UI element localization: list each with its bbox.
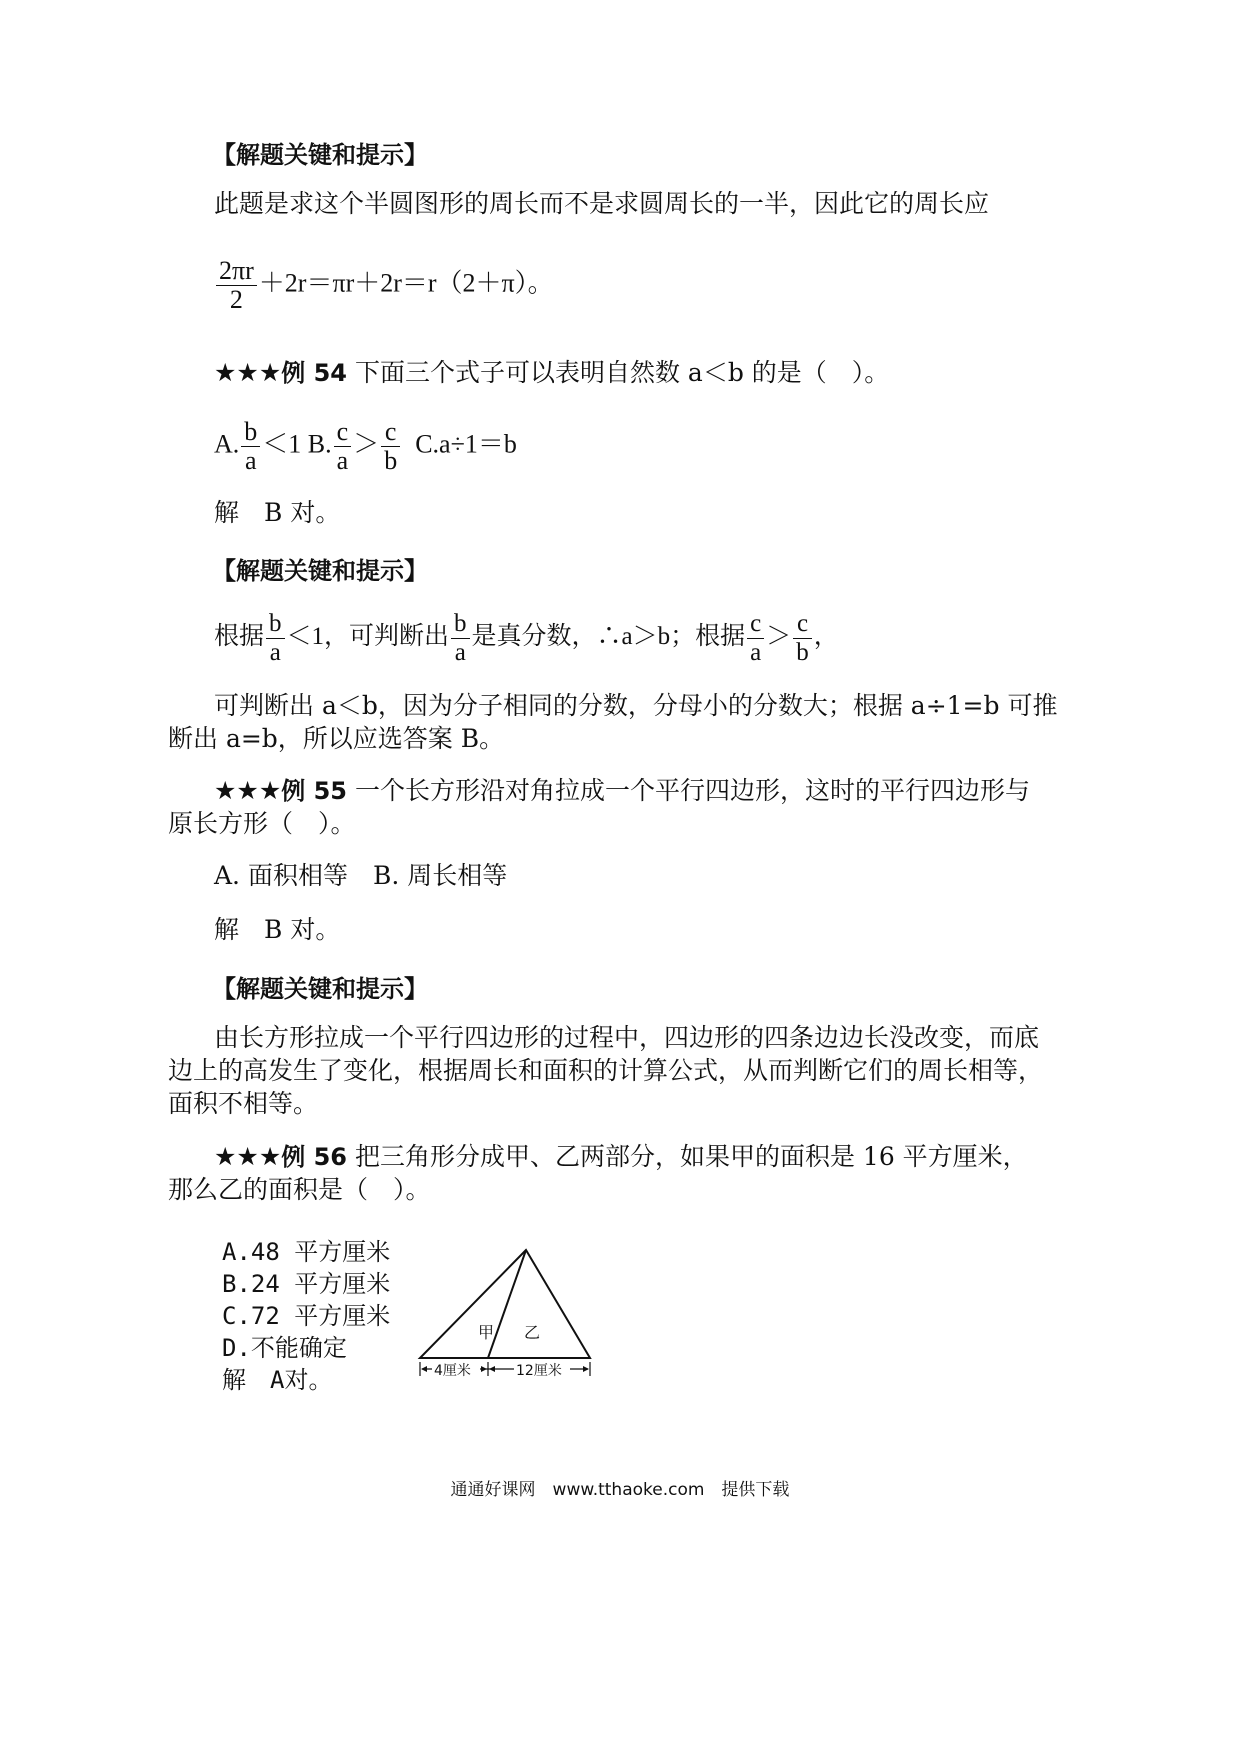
page-footer: 通通好课网 www.tthaoke.com 提供下载 — [450, 1480, 790, 1500]
question-text: 一个长方形沿对角拉成一个平行四边形，这时的平行四边形与 — [354, 776, 1030, 805]
example-55-options: A. 面积相等 B. 周长相等 — [214, 861, 508, 890]
question-text: 把三角形分成甲、乙两部分，如果甲的面积是 16 平方厘米， — [354, 1142, 1028, 1171]
formula-rest: ＋2r＝πr＋2r＝r（2＋π）。 — [258, 268, 554, 298]
stars-rating: ★★★ — [214, 358, 282, 387]
fraction — [216, 257, 257, 314]
fraction-denominator: a — [245, 446, 257, 475]
stars-rating: ★★★ — [214, 1142, 282, 1171]
section-heading-1: 【解题关键和提示】 — [212, 141, 428, 169]
region-label-a: 甲 — [478, 1323, 495, 1342]
option-d: D.不能确定 — [222, 1334, 347, 1362]
fraction — [793, 610, 812, 667]
fraction-denominator: a — [269, 639, 281, 666]
arrow-head — [583, 1366, 589, 1372]
option-b: B.24 平方厘米 — [222, 1270, 391, 1298]
dimension-label-left: 4厘米 — [434, 1363, 471, 1379]
paragraph-line: 由长方形拉成一个平行四边形的过程中，四边形的四条边边长没改变，而底 — [214, 1023, 1040, 1052]
fraction-denominator: b — [796, 639, 809, 666]
text-fragment: ＜1，可判断出 — [286, 623, 450, 651]
text-fragment: 是真分数，∴a＞b；根据 — [471, 623, 746, 651]
fraction — [451, 610, 470, 667]
paragraph-line: 断出 a=b，所以应选答案 B。 — [168, 724, 505, 753]
triangle-outline — [420, 1250, 590, 1358]
paragraph-line: 边上的高发生了变化，根据周长和面积的计算公式，从而判断它们的周长相等， — [168, 1056, 1044, 1085]
fraction-numerator: b — [266, 610, 285, 639]
paragraph-text: 此题是求这个半圆图形的周长而不是求圆周长的一半，因此它的周长应 — [214, 189, 990, 218]
fraction-denominator: a — [454, 639, 466, 666]
fraction — [334, 418, 352, 475]
section-heading-3: 【解题关键和提示】 — [212, 975, 428, 1003]
example-label: 例 55 — [281, 777, 348, 805]
dimension-label-right: 12厘米 — [516, 1363, 562, 1379]
question-line: 原长方形（ ）。 — [168, 809, 356, 838]
arrow-head — [481, 1366, 487, 1372]
option-b-prefix: B. — [307, 429, 332, 459]
example-54-answer: 解 B 对。 — [214, 498, 341, 527]
question-text: 下面三个式子可以表明自然数 a＜b 的是（ ）。 — [354, 358, 890, 387]
option-c: C.a÷1＝b — [415, 429, 517, 459]
example-56-answer: 解 A对。 — [222, 1366, 333, 1394]
fraction-numerator: b — [451, 610, 470, 639]
triangle-figure — [410, 1240, 600, 1385]
example-56-question — [214, 1139, 1028, 1175]
fraction-numerator: 2πr — [216, 257, 257, 286]
option-a-relation: ＜1 — [262, 429, 302, 459]
fraction-numerator: c — [747, 610, 764, 639]
fraction-numerator: c — [381, 418, 400, 447]
fraction — [747, 610, 764, 667]
formula-perimeter — [214, 257, 554, 314]
fraction — [381, 418, 400, 475]
example-label: 例 54 — [281, 359, 348, 387]
fraction-denominator: 2 — [229, 285, 243, 314]
arrow-head — [489, 1366, 495, 1372]
fraction-numerator: b — [241, 418, 260, 447]
stars-rating: ★★★ — [214, 776, 282, 805]
paragraph-line: 可判断出 a＜b，因为分子相同的分数，分母小的分数大；根据 a÷1=b 可推 — [214, 691, 1058, 720]
text-fragment: ＞ — [766, 623, 792, 651]
fraction-numerator: c — [334, 418, 352, 447]
region-label-b: 乙 — [524, 1323, 541, 1342]
text-fragment: ， — [813, 623, 839, 651]
example-label: 例 56 — [281, 1143, 348, 1171]
fraction-numerator: c — [793, 610, 812, 639]
option-c: C.72 平方厘米 — [222, 1302, 391, 1330]
fraction-denominator: a — [750, 639, 762, 666]
fraction-denominator: a — [336, 446, 349, 475]
fraction — [266, 610, 285, 667]
question-line: 那么乙的面积是（ ）。 — [168, 1175, 431, 1204]
example-56-options — [222, 1236, 390, 1396]
fraction — [241, 418, 260, 475]
option-a: A.48 平方厘米 — [222, 1238, 391, 1266]
paragraph-line: 面积不相等。 — [168, 1089, 319, 1118]
option-a-prefix: A. — [214, 429, 240, 459]
option-b-relation: ＞ — [353, 429, 380, 459]
example-55-answer: 解 B 对。 — [214, 915, 341, 944]
example-54-question — [214, 355, 889, 391]
section-heading-2: 【解题关键和提示】 — [212, 557, 428, 585]
example-54-options — [214, 418, 517, 475]
fraction-denominator: b — [384, 446, 398, 475]
text-fragment: 根据 — [214, 623, 265, 651]
reasoning-line — [214, 610, 839, 667]
example-55-question — [214, 773, 1030, 809]
arrow-head — [421, 1366, 427, 1372]
